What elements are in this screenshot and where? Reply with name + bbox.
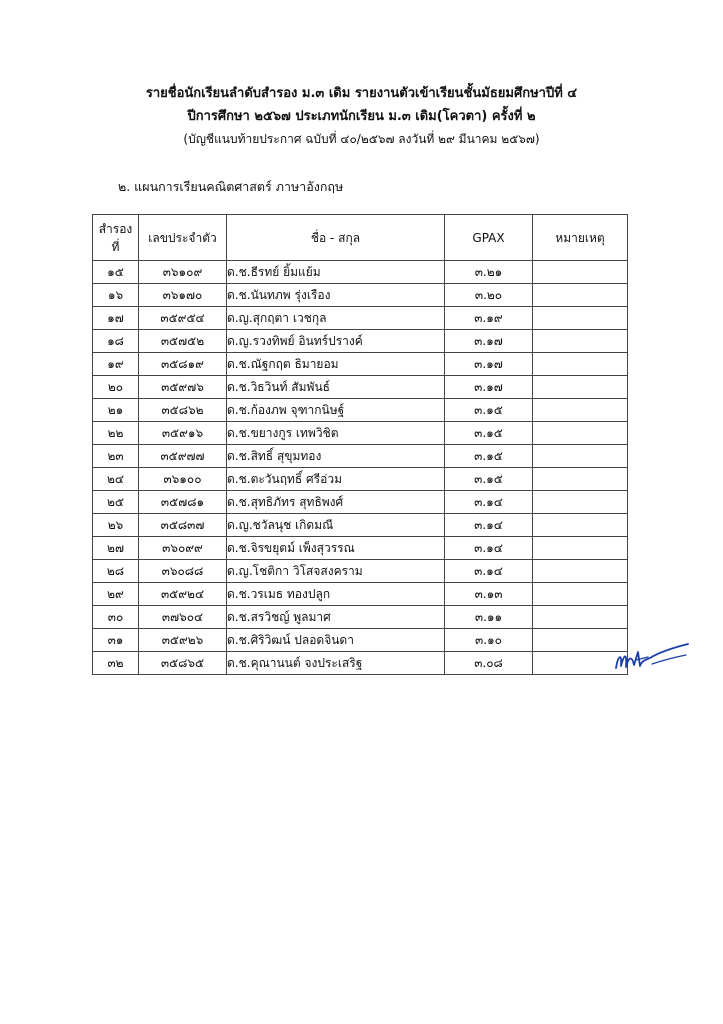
student-id-cell: ๓๖๐๙๙ — [139, 537, 227, 560]
rank-cell: ๒๑ — [93, 399, 139, 422]
rank-cell: ๒๕ — [93, 491, 139, 514]
remark-cell — [533, 445, 628, 468]
table-row — [93, 652, 628, 675]
student-name-cell: ด.ช.ธีรทย์ ยิ้มแย้ม — [227, 261, 445, 284]
rank-cell: ๑๗ — [93, 307, 139, 330]
section-title: ๒. แผนการเรียนคณิตศาสตร์ ภาษาอังกฤษ — [118, 179, 344, 194]
student-name-cell: ด.ช.สรวิชญ์ พูลมาศ — [227, 606, 445, 629]
gpax-cell: ๓.๑๔ — [445, 514, 533, 537]
rank-cell: ๑๖ — [93, 284, 139, 307]
handwritten-signature — [612, 638, 692, 678]
table-row — [93, 445, 628, 468]
document-title-line-2: ปีการศึกษา ๒๕๖๗ ประเภทนักเรียน ม.๓ เดิม(โควตา) ครั้งที่ ๒ — [187, 109, 536, 124]
table-row — [93, 353, 628, 376]
student-id-cell: ๓๕๗๘๑ — [139, 491, 227, 514]
student-id-cell: ๓๕๙๒๔ — [139, 583, 227, 606]
rank-cell: ๒๙ — [93, 583, 139, 606]
student-name-cell: ด.ช.คุณานนต์ จงประเสริฐ — [227, 652, 445, 675]
gpax-cell: ๓.๑๗ — [445, 353, 533, 376]
remark-cell — [533, 376, 628, 399]
remark-cell — [533, 284, 628, 307]
rank-cell: ๑๘ — [93, 330, 139, 353]
gpax-cell: ๓.๑๗ — [445, 330, 533, 353]
table-row — [93, 537, 628, 560]
student-name-cell: ด.ช.ตะวันฤทธิ์ ศรีอ่วม — [227, 468, 445, 491]
table-row — [93, 399, 628, 422]
gpax-cell: ๓.๑๗ — [445, 376, 533, 399]
student-id-cell: ๓๕๙๒๖ — [139, 629, 227, 652]
student-id-cell: ๓๖๐๘๘ — [139, 560, 227, 583]
rank-cell: ๑๙ — [93, 353, 139, 376]
gpax-cell: ๓.๐๘ — [445, 652, 533, 675]
remark-cell — [533, 422, 628, 445]
rank-column-header — [93, 215, 139, 261]
remark-cell — [533, 560, 628, 583]
student-id-cell: ๓๕๙๗๗ — [139, 445, 227, 468]
table-row — [93, 422, 628, 445]
table-row — [93, 330, 628, 353]
rank-cell: ๓๑ — [93, 629, 139, 652]
student-name-cell: ด.ช.สิทธิ์ สุขุมทอง — [227, 445, 445, 468]
remark-cell — [533, 399, 628, 422]
remark-column-header: หมายเหตุ — [533, 215, 628, 261]
student-id-cell: ๓๕๙๕๔ — [139, 307, 227, 330]
table-row — [93, 583, 628, 606]
rank-cell: ๓๒ — [93, 652, 139, 675]
remark-cell — [533, 537, 628, 560]
gpax-cell: ๓.๑๕ — [445, 422, 533, 445]
table-row — [93, 514, 628, 537]
remark-cell — [533, 330, 628, 353]
rank-cell: ๒๒ — [93, 422, 139, 445]
student-id-cell: ๓๖๑๐๙ — [139, 261, 227, 284]
table-row — [93, 560, 628, 583]
remark-cell — [533, 583, 628, 606]
table-row — [93, 307, 628, 330]
gpax-cell: ๓.๑๓ — [445, 583, 533, 606]
gpax-cell: ๓.๑๕ — [445, 399, 533, 422]
remark-cell — [533, 468, 628, 491]
student-roster-table — [92, 214, 628, 675]
table-header-row — [93, 215, 628, 261]
rank-cell: ๓๐ — [93, 606, 139, 629]
student-id-cell: ๓๕๙๗๖ — [139, 376, 227, 399]
id-column-header: เลขประจำตัว — [139, 215, 227, 261]
remark-cell — [533, 491, 628, 514]
rank-cell: ๒๔ — [93, 468, 139, 491]
table-body — [93, 261, 628, 675]
remark-cell — [533, 353, 628, 376]
rank-header-line-2: ที่ — [111, 239, 120, 254]
table-row — [93, 491, 628, 514]
rank-cell: ๒๖ — [93, 514, 139, 537]
student-id-cell: ๓๕๘๓๗ — [139, 514, 227, 537]
student-name-cell: ด.ช.วรเมธ ทองปลูก — [227, 583, 445, 606]
table-row — [93, 629, 628, 652]
document-reference-line: (บัญชีแนบท้ายประกาศ ฉบับที่ ๔๐/๒๕๖๗ ลงวันที่ ๒๙ มีนาคม ๒๕๖๗) — [183, 132, 540, 146]
gpax-cell: ๓.๑๕ — [445, 445, 533, 468]
table-row — [93, 376, 628, 399]
student-name-cell: ด.ญ.รวงทิพย์ อินทร์ปรางค์ — [227, 330, 445, 353]
gpax-cell: ๓.๒๑ — [445, 261, 533, 284]
rank-cell: ๑๕ — [93, 261, 139, 284]
student-name-cell: ด.ช.ณัฐกฤต ธิมายอม — [227, 353, 445, 376]
gpax-cell: ๓.๑๔ — [445, 560, 533, 583]
remark-cell — [533, 307, 628, 330]
table-row — [93, 606, 628, 629]
student-id-cell: ๓๕๘๖๒ — [139, 399, 227, 422]
student-name-cell: ด.ช.ก้องภพ จุฑากนิษฐ์ — [227, 399, 445, 422]
gpax-cell: ๓.๑๙ — [445, 307, 533, 330]
rank-cell: ๒๗ — [93, 537, 139, 560]
gpax-cell: ๓.๑๕ — [445, 468, 533, 491]
student-name-cell: ด.ช.จิรขยุตม์ เพ็งสุวรรณ — [227, 537, 445, 560]
student-id-cell: ๓๕๘๑๙ — [139, 353, 227, 376]
student-name-cell: ด.ช.วิธวินท์ สัมพันธ์ — [227, 376, 445, 399]
rank-cell: ๒๘ — [93, 560, 139, 583]
student-name-cell: ด.ช.นันทภพ รุ่งเรือง — [227, 284, 445, 307]
student-name-cell: ด.ญ.ชวัลนุช เกิดมณี — [227, 514, 445, 537]
rank-cell: ๒๐ — [93, 376, 139, 399]
student-name-cell: ด.ช.สุทธิภัทร สุทธิพงศ์ — [227, 491, 445, 514]
student-name-cell: ด.ช.ศิริวิฒน์ ปลอดจินดา — [227, 629, 445, 652]
remark-cell — [533, 606, 628, 629]
gpax-column-header: GPAX — [445, 215, 533, 261]
gpax-cell: ๓.๑๔ — [445, 491, 533, 514]
gpax-cell: ๓.๒๐ — [445, 284, 533, 307]
student-name-cell: ด.ญ.โชติกา วิโสจสงคราม — [227, 560, 445, 583]
rank-cell: ๒๓ — [93, 445, 139, 468]
gpax-cell: ๓.๑๔ — [445, 537, 533, 560]
student-id-cell: ๓๕๘๖๕ — [139, 652, 227, 675]
remark-cell — [533, 514, 628, 537]
student-id-cell: ๓๕๗๕๒ — [139, 330, 227, 353]
student-name-cell: ด.ช.ขยางกูร เทพวิชิต — [227, 422, 445, 445]
gpax-cell: ๓.๑๐ — [445, 629, 533, 652]
table-row — [93, 261, 628, 284]
student-id-cell: ๓๕๙๑๖ — [139, 422, 227, 445]
student-id-cell: ๓๗๖๐๔ — [139, 606, 227, 629]
student-name-cell: ด.ญ.สุกฤตา เวชกุล — [227, 307, 445, 330]
table-row — [93, 468, 628, 491]
remark-cell — [533, 261, 628, 284]
student-id-cell: ๓๖๑๗๐ — [139, 284, 227, 307]
name-column-header: ชื่อ - สกุล — [227, 215, 445, 261]
rank-header-line-1: สำรอง — [98, 221, 133, 236]
document-title-line-1: รายชื่อนักเรียนลำดับสำรอง ม.๓ เดิม รายงานตัวเข้าเรียนชั้นมัธยมศึกษาปีที่ ๔ — [145, 86, 578, 101]
table-row — [93, 284, 628, 307]
student-id-cell: ๓๖๑๐๐ — [139, 468, 227, 491]
gpax-cell: ๓.๑๑ — [445, 606, 533, 629]
